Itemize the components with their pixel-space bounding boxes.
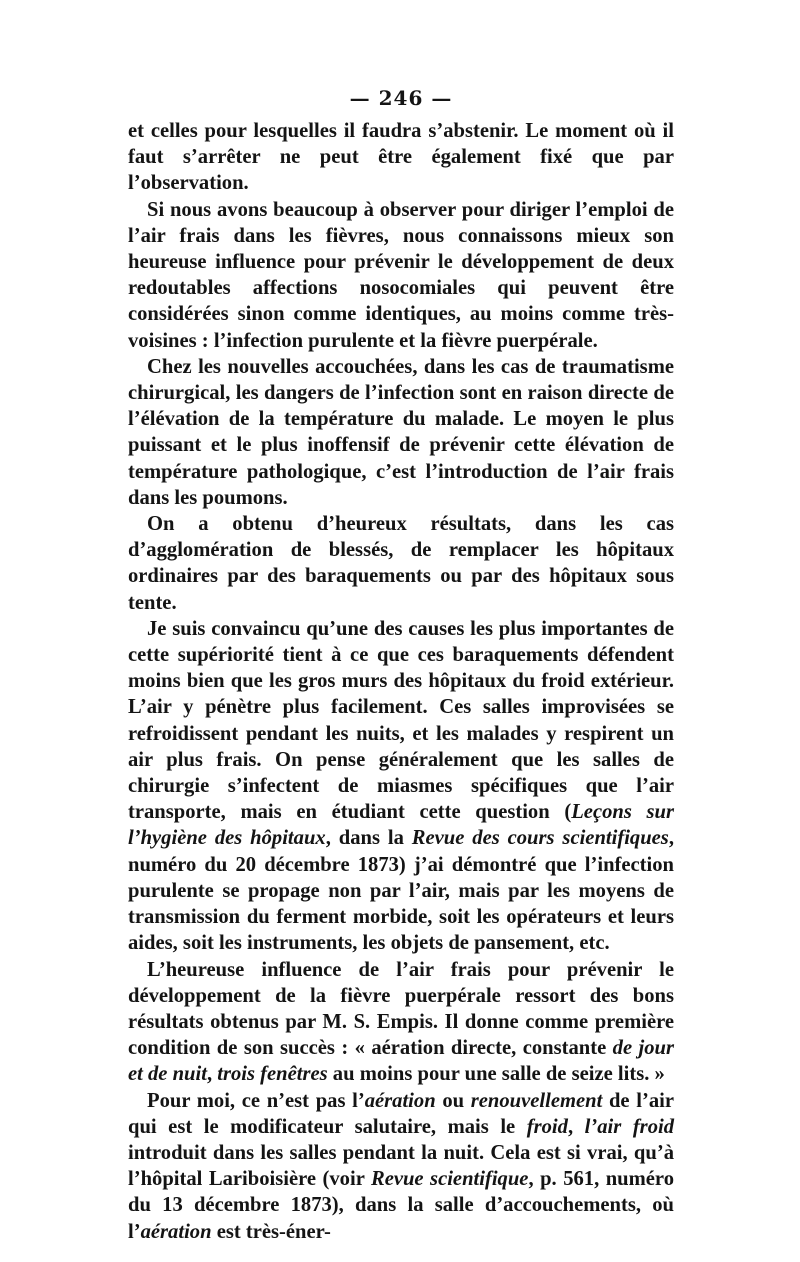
body-text xyxy=(128,118,674,1245)
text-run: , dans la xyxy=(325,827,412,850)
text-run: On a obtenu d’heureux résultats, dans les cas d’agglomération de blessés, de remplacer les hôpitaux ordinaires par des baraquements ou par des hôpitaux sous tente. xyxy=(128,513,674,614)
paragraph xyxy=(128,1088,674,1245)
text-run: Si nous avons beaucoup à observer pour diriger l’emploi de l’air frais dans les fièvres, nous connaissons mieux son heureuse influence pour prévenir le développement de deux redoutables affections nosocomiales qui peuvent être considérées sinon comme identiques, au moins comme très-voisines : l’infection purulente et la fièvre puerpérale. xyxy=(128,198,674,352)
text-run: Chez les nouvelles accouchées, dans les cas de traumatisme chirurgical, les dangers de l’infection sont en raison directe de l’élévation de la température du malade. Le moyen le plus puissant et le plus inoffensif de prévenir cette élévation de température pathologique, c’est l’introduction de l’air frais dans les poumons. xyxy=(128,355,674,509)
text-run: , p. 561, numéro du 13 décembre 1873), dans la salle d’accouchements, où l’ xyxy=(128,1168,674,1243)
italic-text-run: froid xyxy=(526,1115,568,1138)
italic-text-run: renouvellement xyxy=(470,1089,603,1112)
paragraph xyxy=(128,511,674,616)
italic-text-run: de jour et de nuit xyxy=(128,1037,674,1086)
italic-text-run: l’air froid xyxy=(584,1115,675,1138)
paragraph xyxy=(128,957,674,1088)
text-run: ou xyxy=(435,1089,471,1112)
italic-text-run: trois fenêtres xyxy=(217,1063,328,1086)
italic-text-run: Revue des cours scientifiques xyxy=(411,827,669,850)
paragraph xyxy=(128,197,674,354)
paragraph xyxy=(128,118,674,197)
text-run: , xyxy=(567,1115,585,1138)
text-run: est très-éner- xyxy=(211,1220,331,1243)
text-run: et celles pour lesquelles il faudra s’abstenir. Le moment où il faut s’arrêter ne peut être également fixé que par l’observation. xyxy=(128,120,674,195)
italic-text-run: aération xyxy=(364,1089,436,1112)
text-run: Je suis convaincu qu’une des causes les plus importantes de cette supériorité tient à ce que ces baraquements défendent moins bien que les gros murs des hôpitaux du froid extérieur. L’air y pénètre plus facilement. Ces salles improvisées se refroidissent pendant les nuits, et les malades y respirent un air plus frais. On pense généralement que les salles de chirurgie s’infectent de miasmes spécifiques que l’air transporte, mais en étudiant cette question ( xyxy=(128,617,674,824)
text-run: , numéro du 20 décembre 1873) j’ai démontré que l’infection purulente se propage non par l’air, mais par les moyens de transmission du ferment morbide, soit les opérateurs et leurs aides, soit les instruments, les objets de pansement, etc. xyxy=(128,827,674,955)
italic-text-run: Revue scientifique xyxy=(370,1168,529,1191)
italic-text-run: aération xyxy=(140,1220,212,1243)
text-run: au moins pour une salle de seize lits. » xyxy=(327,1063,665,1086)
italic-text-run: Leçons sur l’hygiène des hôpitaux xyxy=(128,801,674,850)
text-run: L’heureuse influence de l’air frais pour prévenir le développement de la fièvre puerpérale ressort des bons résultats obtenus par M. S. Empis. Il donne comme première condition de son succès : « aération directe, constante xyxy=(128,958,674,1060)
text-run: de l’air qui est le modificateur salutaire, mais le xyxy=(128,1089,674,1138)
paragraph xyxy=(128,354,674,511)
text-run: , xyxy=(206,1063,218,1086)
text-run: introduit dans les salles pendant la nuit. Cela est si vrai, qu’à l’hôpital Lariboisière (voir xyxy=(128,1141,674,1191)
paragraph xyxy=(128,616,674,957)
text-run: Pour moi, ce n’est pas l’ xyxy=(147,1089,365,1112)
page-number: — 246 — xyxy=(349,86,453,110)
